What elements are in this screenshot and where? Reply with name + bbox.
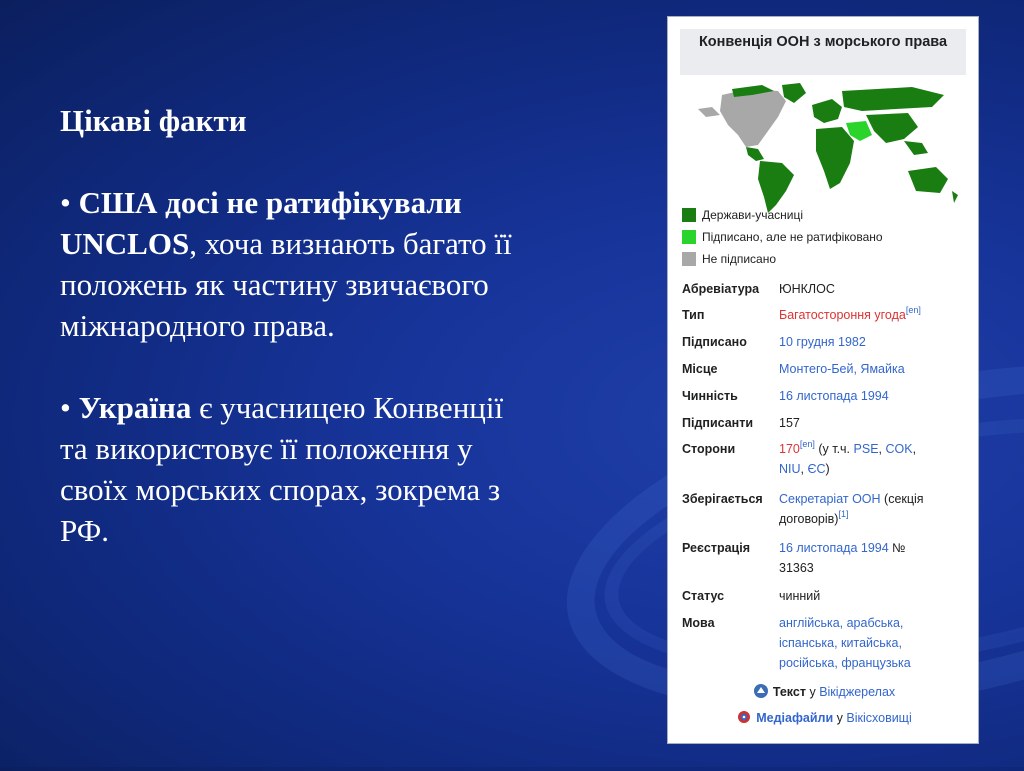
wikisource-link[interactable] <box>668 683 980 699</box>
text: , <box>912 442 917 456</box>
text: у <box>833 711 847 725</box>
row-key: Абревіатура <box>682 282 760 296</box>
legend-label-signed: Підписано, але не ратифіковано <box>702 230 883 244</box>
slide-text <box>60 100 530 551</box>
text[interactable]: англійська, арабська, <box>779 616 904 630</box>
fact-ukraine <box>60 387 530 551</box>
text: (у т.ч. <box>814 442 854 456</box>
effective-date-link[interactable]: 16 листопада 1994 <box>779 389 889 403</box>
pse-link[interactable]: PSE <box>853 442 879 456</box>
bullet: • <box>60 185 71 220</box>
legend-item-parties <box>682 207 803 223</box>
text: , <box>800 462 808 476</box>
parties-sup-link[interactable]: [en] <box>799 439 815 449</box>
row-key: Підписано <box>682 335 747 349</box>
infobox-title: Конвенція ООН з морського права <box>680 29 966 75</box>
legend-label-parties: Держави-учасниці <box>702 208 804 222</box>
wikisource-label: Текст <box>772 685 806 699</box>
fact-usa <box>60 182 530 346</box>
text: , <box>878 442 886 456</box>
row-value: 157 <box>779 416 800 430</box>
legend-item-not-signed <box>682 251 776 267</box>
wikisource-icon <box>753 683 769 699</box>
languages-links[interactable] <box>779 613 969 673</box>
text: договорів) <box>779 512 839 526</box>
legend-swatch-signed <box>682 230 696 244</box>
text: у <box>805 685 820 699</box>
legend-item-signed <box>682 229 883 245</box>
text[interactable]: іспанська, китайська, <box>779 636 902 650</box>
fact-usa-rest: , хоча визнають багато її положень як частину звичаєвого міжнародного права. <box>60 226 512 343</box>
text: (секція <box>880 492 924 506</box>
slide-heading: Цікаві факти <box>60 103 247 138</box>
legend-swatch-not-signed <box>682 252 696 266</box>
text: ) <box>825 462 830 476</box>
eu-link[interactable]: ЄС <box>807 462 826 476</box>
type-link[interactable]: Багатостороння угода <box>779 308 906 322</box>
row-value: чинний <box>779 589 821 603</box>
legend-swatch-parties <box>682 208 696 222</box>
fact-usa-bold: США досі не ратифікували UNCLOS <box>60 185 462 261</box>
text: № <box>888 541 906 555</box>
world-map[interactable] <box>682 79 964 219</box>
place-link[interactable]: Монтего-Бей, Ямайка <box>779 362 905 376</box>
type-sup-link[interactable]: [en] <box>905 305 921 315</box>
text: 31363 <box>779 561 814 575</box>
row-key: Тип <box>682 308 705 322</box>
commons-target[interactable]: Вікісховищі <box>846 711 912 725</box>
registration-date-link[interactable]: 16 листопада 1994 <box>779 541 889 555</box>
row-value: ЮНКЛОС <box>779 282 835 296</box>
row-key: Мова <box>682 616 715 630</box>
row-key: Підписанти <box>682 416 754 430</box>
cok-link[interactable]: COK <box>885 442 913 456</box>
bullet: • <box>60 390 71 425</box>
unclos-infobox <box>667 16 979 744</box>
depositary-ref-link[interactable]: [1] <box>838 509 849 519</box>
commons-label[interactable]: Медіафайли <box>756 711 834 725</box>
row-key: Місце <box>682 362 718 376</box>
row-key: Чинність <box>682 389 738 403</box>
legend-label-not-signed: Не підписано <box>702 252 777 266</box>
row-key: Статус <box>682 589 725 603</box>
commons-icon <box>736 709 752 725</box>
depositary-link[interactable]: Секретаріат ООН <box>779 492 881 506</box>
commons-link[interactable] <box>668 709 980 725</box>
fact-ukraine-bold: Україна <box>78 390 192 425</box>
row-key: Реєстрація <box>682 541 750 555</box>
signed-date-link[interactable]: 10 грудня 1982 <box>779 335 866 349</box>
wikisource-target[interactable]: Вікіджерелах <box>819 685 896 699</box>
parties-count-link[interactable]: 170 <box>779 442 800 456</box>
niu-link[interactable]: NIU <box>779 462 801 476</box>
fact-ukraine-rest: є учасницею Конвенції та використовує її положення у своїх морських спорах, зокрема з РФ. <box>60 390 504 548</box>
row-key: Зберігається <box>682 492 763 506</box>
text[interactable]: російська, французька <box>779 656 911 670</box>
row-key: Сторони <box>682 442 736 456</box>
